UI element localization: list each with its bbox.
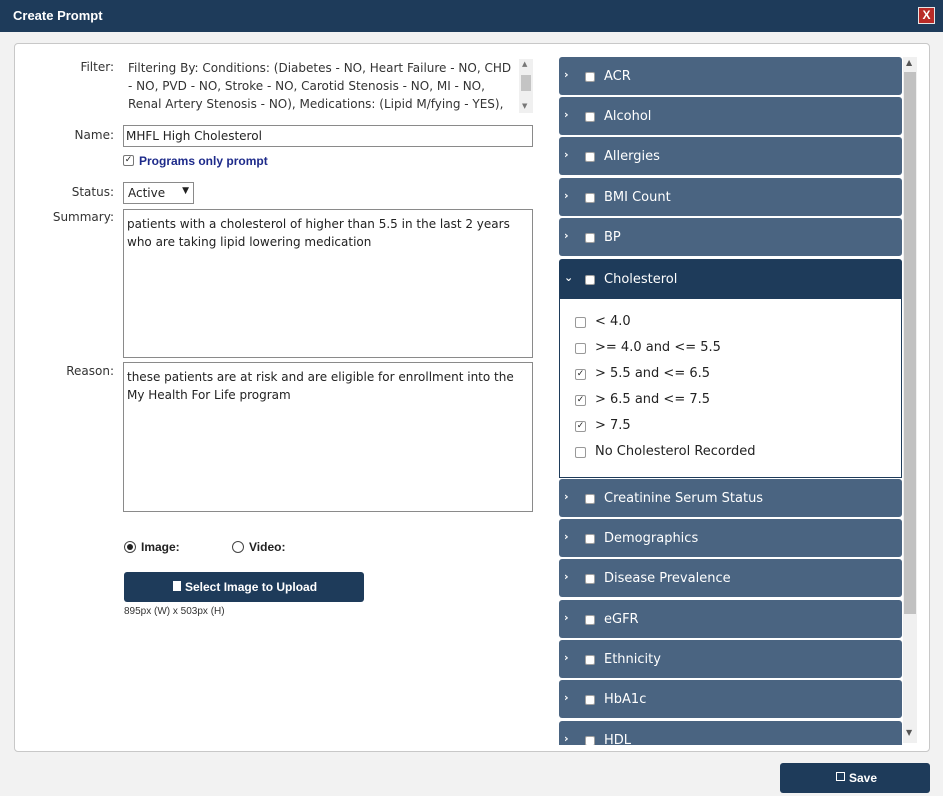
scroll-down-icon[interactable]: ▼ (522, 102, 528, 110)
name-input[interactable]: MHFL High Cholesterol (123, 125, 533, 147)
option-label: No Cholesterol Recorded (595, 444, 756, 459)
option-checkbox-checked[interactable]: ✓ (576, 395, 585, 405)
dropdown-arrow-icon: ▼ (182, 186, 189, 196)
category-cholesterol[interactable] (559, 259, 902, 299)
chevron-right-icon: › (564, 490, 569, 503)
category-disease-prevalence[interactable] (559, 559, 902, 597)
chevron-right-icon: › (564, 732, 569, 745)
chevron-right-icon: › (564, 108, 569, 121)
category-allergies[interactable] (559, 137, 902, 175)
scroll-thumb[interactable] (904, 72, 916, 614)
video-radio[interactable] (232, 541, 244, 553)
dialog-titlebar (0, 0, 943, 32)
scroll-down-icon[interactable]: ▼ (906, 728, 913, 737)
chevron-right-icon: › (564, 68, 569, 81)
save-button[interactable] (780, 763, 930, 793)
summary-textarea[interactable]: patients with a cholesterol of higher than 5.5 in the last 2 years who are taking lipid lowering medication (123, 209, 533, 358)
category-label: ACR (604, 69, 631, 84)
scroll-thumb[interactable] (521, 75, 531, 91)
close-button[interactable] (918, 7, 935, 24)
reason-textarea[interactable]: these patients are at risk and are eligible for enrollment into the My Health For Life program (123, 362, 533, 512)
category-label: Cholesterol (604, 272, 678, 287)
category-creatinine-serum-status[interactable] (559, 479, 902, 517)
category-hdl[interactable] (559, 721, 902, 745)
chevron-right-icon: › (564, 189, 569, 202)
category-demographics[interactable] (559, 519, 902, 557)
category-label: BMI Count (604, 190, 671, 205)
scroll-up-icon[interactable]: ▲ (522, 60, 528, 68)
category-label: Demographics (604, 531, 699, 546)
category-checkbox[interactable] (585, 112, 595, 122)
category-label: HDL (604, 733, 632, 745)
programs-only-checkbox[interactable]: ✓ (124, 155, 133, 165)
file-icon (173, 581, 181, 591)
option-label: >= 4.0 and <= 5.5 (595, 340, 721, 355)
option-checkbox-checked[interactable]: ✓ (576, 421, 585, 431)
category-alcohol[interactable] (559, 97, 902, 135)
close-icon: X (922, 8, 931, 22)
dialog-title: Create Prompt (13, 8, 103, 23)
category-checkbox[interactable] (585, 193, 595, 203)
category-checkbox[interactable] (585, 655, 595, 665)
status-label: Status: (71, 185, 114, 199)
category-label: Disease Prevalence (604, 571, 731, 586)
option-checkbox[interactable] (575, 317, 586, 328)
category-egfr[interactable] (559, 600, 902, 638)
filter-box (123, 59, 533, 113)
select-image-upload-button[interactable] (124, 572, 364, 602)
chevron-right-icon: › (564, 229, 569, 242)
option-label: > 5.5 and <= 6.5 (595, 366, 711, 381)
image-radio[interactable] (124, 541, 136, 553)
scroll-up-icon[interactable]: ▲ (906, 58, 913, 67)
category-label: BP (604, 230, 621, 245)
category-label: HbA1c (604, 692, 647, 707)
category-checkbox[interactable] (585, 534, 595, 544)
option-checkbox[interactable] (575, 343, 586, 354)
category-checkbox[interactable] (585, 275, 595, 285)
chevron-right-icon: › (564, 530, 569, 543)
category-checkbox[interactable] (585, 233, 595, 243)
save-button-label: Save (849, 771, 878, 785)
chevron-right-icon: › (564, 651, 569, 664)
reason-label: Reason: (66, 364, 114, 378)
option-label: < 4.0 (595, 314, 631, 329)
filter-text: Filtering By: Conditions: (Diabetes - NO, Heart Failure - NO, CHD - NO, PVD - NO, Stroke - NO, Carotid Stenosis - NO, MI - NO, Renal Artery Stenosis - NO), Medications: (Lipid M/fying - YES), (128, 61, 512, 111)
option-label: > 7.5 (595, 418, 631, 433)
summary-label: Summary: (52, 210, 114, 224)
chevron-right-icon: › (564, 611, 569, 624)
filter-scrollbar[interactable] (519, 59, 533, 113)
category-label: Allergies (604, 149, 660, 164)
chevron-right-icon: › (564, 691, 569, 704)
chevron-right-icon: › (564, 148, 569, 161)
category-checkbox[interactable] (585, 615, 595, 625)
category-bp[interactable] (559, 218, 902, 256)
image-dimensions-hint: 895px (W) x 503px (H) (124, 606, 225, 617)
status-select[interactable] (123, 182, 194, 204)
category-acr[interactable] (559, 57, 902, 95)
cholesterol-options-panel (559, 299, 902, 478)
status-value: Active (128, 186, 166, 200)
category-checkbox[interactable] (585, 695, 595, 705)
floppy-disk-icon (836, 772, 845, 781)
chevron-right-icon: › (564, 570, 569, 583)
category-checkbox[interactable] (585, 72, 595, 82)
chevron-down-icon: ⌄ (564, 271, 574, 284)
category-label: eGFR (604, 612, 639, 627)
option-checkbox-checked[interactable]: ✓ (576, 369, 585, 379)
category-ethnicity[interactable] (559, 640, 902, 678)
option-label: > 6.5 and <= 7.5 (595, 392, 711, 407)
option-checkbox[interactable] (575, 447, 586, 458)
radio-selected-dot (127, 544, 133, 550)
category-hba1c[interactable] (559, 680, 902, 718)
video-radio-label[interactable]: Video: (249, 540, 286, 554)
name-label: Name: (74, 128, 114, 142)
category-bmi-count[interactable] (559, 178, 902, 216)
image-radio-label[interactable]: Image: (141, 540, 180, 554)
category-checkbox[interactable] (585, 736, 595, 745)
category-accordion (559, 57, 903, 745)
category-scrollbar[interactable] (903, 57, 917, 743)
category-checkbox[interactable] (585, 494, 595, 504)
category-label: Alcohol (604, 109, 652, 124)
filter-label: Filter: (80, 60, 114, 74)
category-label: Ethnicity (604, 652, 661, 667)
programs-only-label[interactable]: Programs only prompt (139, 154, 268, 168)
upload-button-label: Select Image to Upload (185, 580, 318, 594)
category-checkbox[interactable] (585, 152, 595, 162)
category-checkbox[interactable] (585, 574, 595, 584)
category-label: Creatinine Serum Status (604, 491, 764, 506)
